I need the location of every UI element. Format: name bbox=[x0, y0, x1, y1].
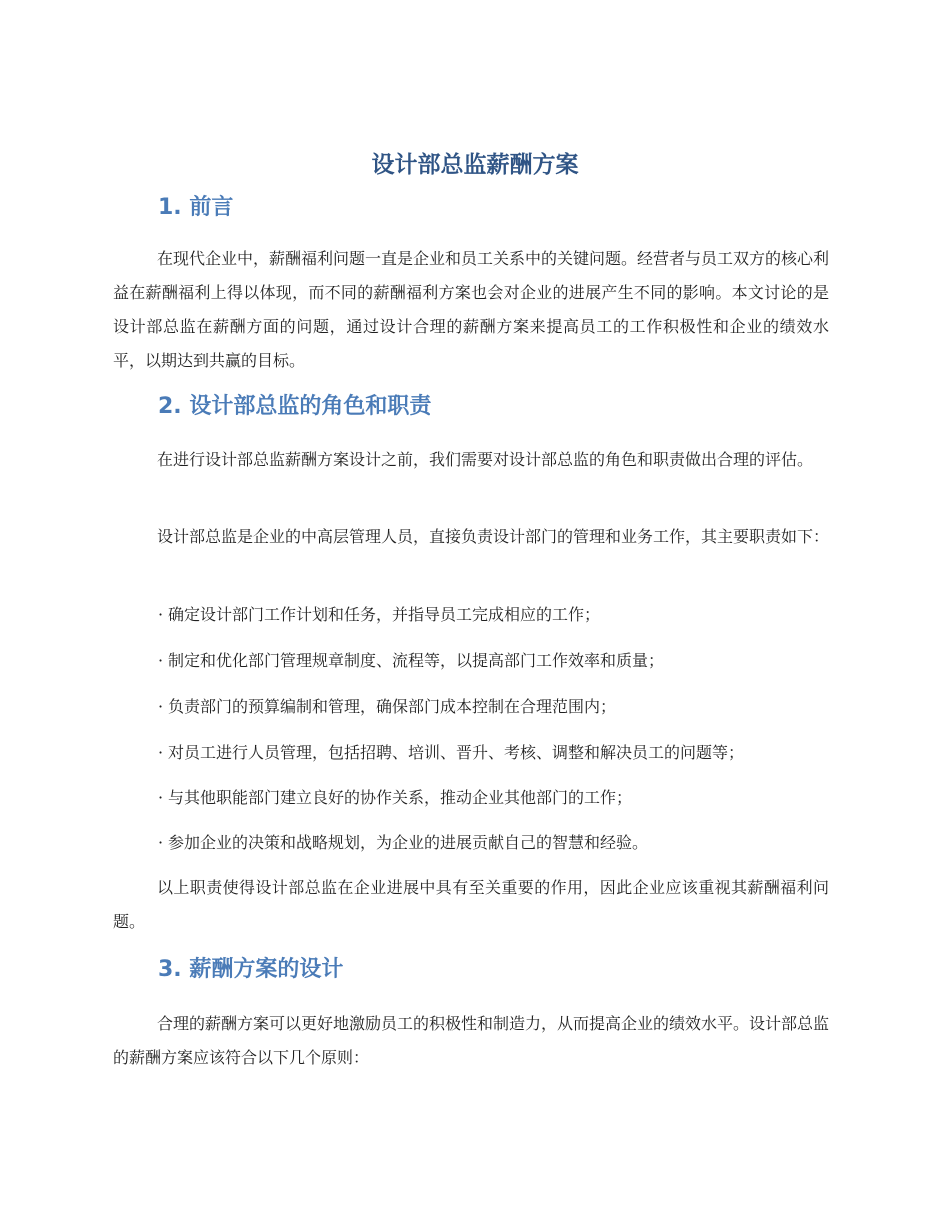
duty-text: 对员工进行人员管理，包括招聘、培训、晋升、考核、调整和解决员工的问题等； bbox=[168, 743, 745, 762]
duty-list-item bbox=[158, 690, 616, 724]
section-heading-design: 3. 薪酬方案的设计 bbox=[158, 957, 344, 982]
duty-list-item bbox=[158, 781, 632, 815]
duty-text: 负责部门的预算编制和管理，确保部门成本控制在合理范围内； bbox=[168, 697, 617, 716]
bullet-marker: · bbox=[158, 697, 164, 716]
duty-list-item bbox=[158, 644, 664, 678]
bullet-marker: · bbox=[158, 605, 164, 624]
duty-text: 参加企业的决策和战略规划，为企业的进展贡献自己的智慧和经验。 bbox=[168, 833, 649, 852]
duty-text: 与其他职能部门建立良好的协作关系，推动企业其他部门的工作； bbox=[168, 788, 633, 807]
duty-list-item bbox=[158, 736, 744, 770]
section-heading-preface: 1. 前言 bbox=[158, 195, 234, 220]
bullet-marker: · bbox=[158, 743, 164, 762]
duty-text: 制定和优化部门管理规章制度、流程等，以提高部门工作效率和质量； bbox=[168, 651, 665, 670]
document-title: 设计部总监薪酬方案 bbox=[371, 152, 579, 178]
preface-paragraph: 在现代企业中，薪酬福利问题一直是企业和员工关系中的关键问题。经营者与员工双方的核心利益在薪酬福利上得以体现，而不同的薪酬福利方案也会对企业的进展产生不同的影响。本文讨论的是设计部总监在薪酬方面的问题，通过设计合理的薪酬方案来提高员工的工作积极性和企业的绩效水平，以期达到共赢的目标。 bbox=[113, 249, 830, 370]
duty-text: 确定设计部门工作计划和任务，并指导员工完成相应的工作； bbox=[168, 605, 601, 624]
bullet-marker: · bbox=[158, 788, 164, 807]
role-paragraph-1: 在进行设计部总监薪酬方案设计之前，我们需要对设计部总监的角色和职责做出合理的评估。 bbox=[157, 450, 814, 469]
role-paragraph-2: 设计部总监是企业的中高层管理人员，直接负责设计部门的管理和业务工作，其主要职责如下： bbox=[157, 527, 830, 546]
section-heading-role: 2. 设计部总监的角色和职责 bbox=[158, 394, 432, 419]
design-paragraph: 合理的薪酬方案可以更好地激励员工的积极性和制造力，从而提高企业的绩效水平。设计部总监的薪酬方案应该符合以下几个原则： bbox=[113, 1014, 830, 1067]
duty-list-item bbox=[158, 598, 600, 632]
role-closing-paragraph: 以上职责使得设计部总监在企业进展中具有至关重要的作用，因此企业应该重视其薪酬福利问题。 bbox=[113, 878, 829, 931]
duty-list-item bbox=[158, 826, 648, 860]
bullet-marker: · bbox=[158, 651, 164, 670]
bullet-marker: · bbox=[158, 833, 164, 852]
